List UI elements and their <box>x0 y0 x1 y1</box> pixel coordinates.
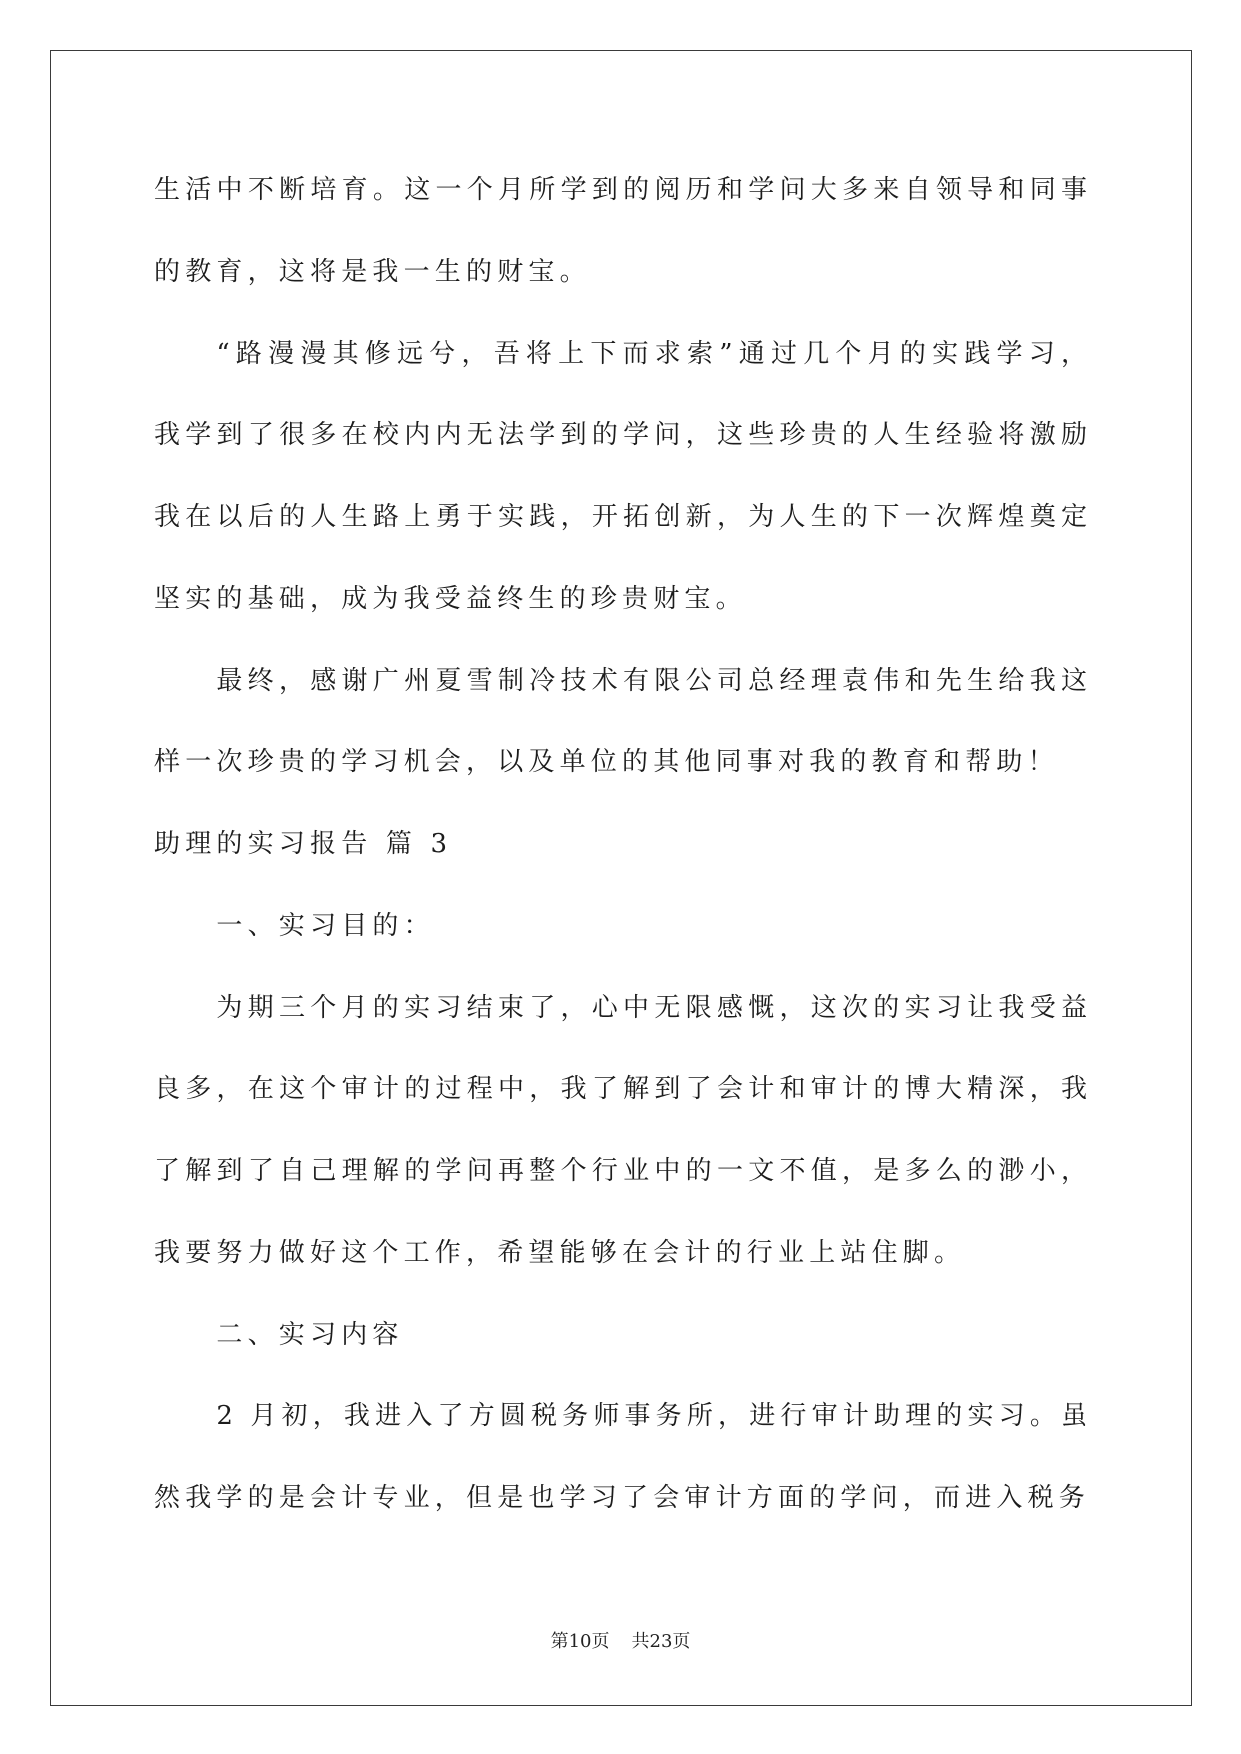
text-line: 为期三个月的实习结束了，心中无限感慨，这次的实习让我受益 <box>216 992 1091 1023</box>
text-line: 坚实的基础，成为我受益终生的珍贵财宝。 <box>154 583 747 614</box>
text-line: 我学到了很多在校内内无法学到的学问，这些珍贵的人生经验将激励 <box>154 420 1091 451</box>
text-line: 的教育，这将是我一生的财宝。 <box>154 256 591 287</box>
text-line: 二、实习内容 <box>216 1319 404 1350</box>
text-line: 生活中不断培育。这一个月所学到的阅历和学问大多来自领导和同事 <box>154 175 1091 205</box>
text-line: 了解到了自己理解的学问再整个行业中的一文不值，是多么的渺小， <box>154 1156 1091 1186</box>
text-line: 2 月初，我进入了方圆税务师事务所，进行审计助理的实习。虽 <box>216 1401 1091 1432</box>
heading-text: 助理的实习报告 篇 3 <box>154 829 453 859</box>
page-footer <box>0 1628 1241 1656</box>
text-line: “路漫漫其修远兮，吾将上下而求索”通过几个月的实践学习， <box>216 338 1091 369</box>
text-line: 然我学的是会计专业，但是也学习了会审计方面的学问，而进入税务 <box>154 1483 1091 1513</box>
text-line: 良多，在这个审计的过程中，我了解到了会计和审计的博大精深，我 <box>154 1074 1091 1105</box>
text-line: 我要努力做好这个工作，希望能够在会计的行业上站住脚。 <box>154 1237 966 1268</box>
page-border <box>50 50 1192 1706</box>
text-line: 最终，感谢广州夏雪制冷技术有限公司总经理袁伟和先生给我这 <box>216 665 1091 696</box>
page-number: 第10页 <box>550 1631 610 1652</box>
text-line: 样一次珍贵的学习机会，以及单位的其他同事对我的教育和帮助！ <box>154 747 1059 778</box>
text-line: 我在以后的人生路上勇于实践，开拓创新，为人生的下一次辉煌奠定 <box>154 502 1091 532</box>
text-line: 一、实习目的： <box>216 910 435 941</box>
page-total: 共23页 <box>631 1631 691 1652</box>
